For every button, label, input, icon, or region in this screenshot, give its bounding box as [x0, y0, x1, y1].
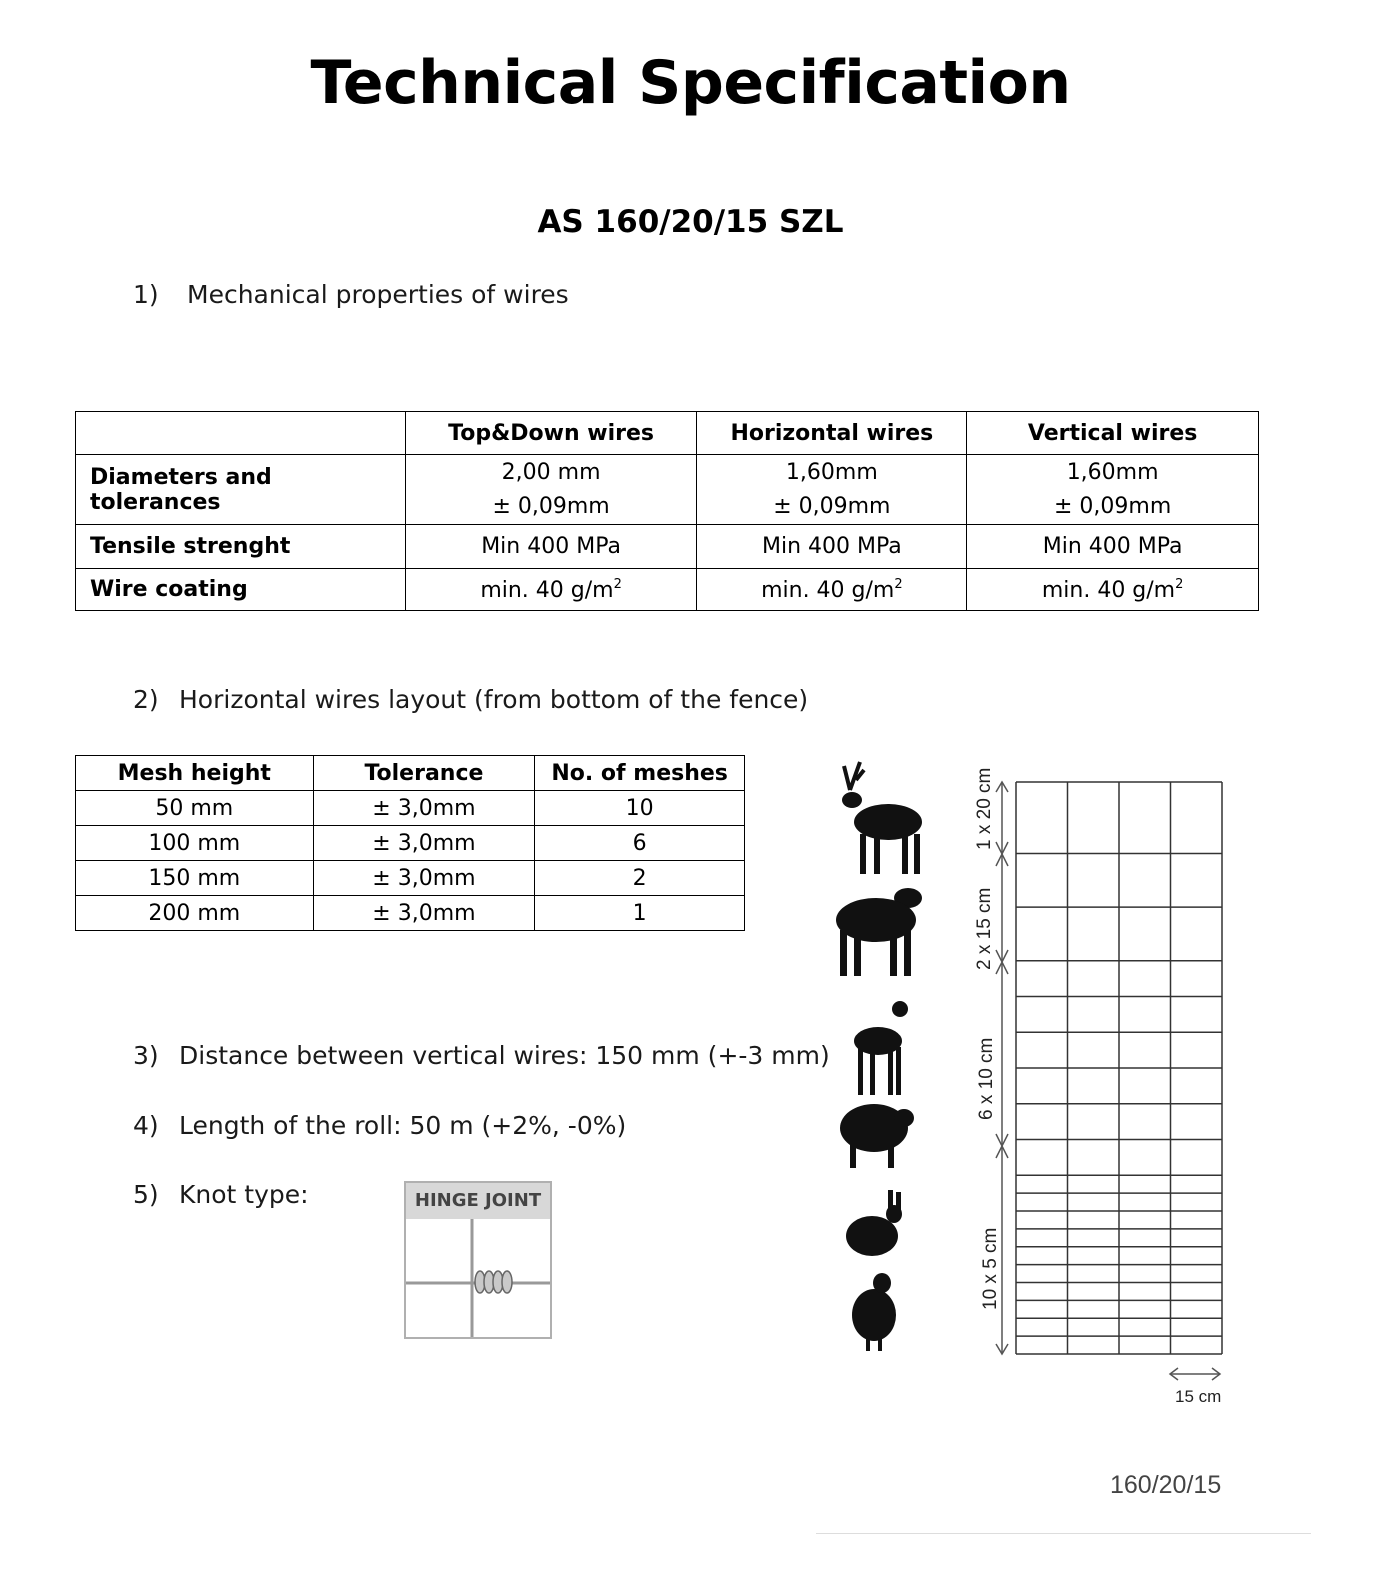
dim-label-10cm: 6 x 10 cm: [976, 1037, 997, 1120]
product-code-heading: AS 160/20/15 SZL: [537, 204, 844, 240]
table-cell: ± 3,0mm: [313, 861, 535, 896]
width-label: 15 cm: [1175, 1387, 1222, 1406]
superscript: 2: [1175, 576, 1184, 592]
section-3-number: 3): [133, 1041, 159, 1070]
table-row: [76, 826, 745, 861]
table-cell: [405, 455, 697, 525]
roe-deer-icon: [854, 1001, 908, 1095]
dimension-labels: [974, 768, 1221, 1406]
table-header-row: [76, 756, 745, 791]
table-row: [76, 455, 1259, 525]
row-label: Tensile strenght: [76, 525, 406, 569]
dim-label-5cm: 10 x 5 cm: [980, 1227, 1001, 1310]
hinge-joint-knot-icon: [406, 1219, 550, 1337]
table-cell: 6: [535, 826, 745, 861]
header-empty: [76, 412, 406, 455]
table-row: [76, 791, 745, 826]
table-cell: ± 3,0mm: [313, 826, 535, 861]
sheep-icon: [840, 1104, 914, 1168]
tolerance-value: ± 0,09mm: [1053, 493, 1172, 519]
table-cell: 1: [535, 896, 745, 931]
section-3-heading: [133, 1041, 830, 1070]
section-1-text: Mechanical properties of wires: [187, 280, 569, 309]
horizontal-wires-layout-table: [75, 755, 745, 931]
table-row: [76, 569, 1259, 611]
row-label: Diameters and tolerances: [76, 455, 406, 525]
dimension-arrows: [996, 782, 1220, 1380]
table-cell: [697, 455, 967, 525]
table-cell: [697, 569, 967, 611]
section-1-heading: [133, 280, 569, 309]
header-horizontal-wires: Horizontal wires: [697, 412, 967, 455]
section-3-text: Distance between vertical wires: 150 mm (+-3 mm): [179, 1041, 830, 1070]
section-2-number: 2): [133, 685, 159, 714]
table-cell: 200 mm: [76, 896, 314, 931]
table-row: [76, 525, 1259, 569]
hinge-joint-label: HINGE JOINT: [406, 1183, 550, 1219]
header-tolerance: Tolerance: [313, 756, 535, 791]
fence-diagram: [830, 750, 1250, 1450]
table-cell: 100 mm: [76, 826, 314, 861]
table-cell: 10: [535, 791, 745, 826]
table-cell: 50 mm: [76, 791, 314, 826]
row-label: Wire coating: [76, 569, 406, 611]
tolerance-value: ± 0,09mm: [492, 493, 610, 519]
table-cell: Min 400 MPa: [405, 525, 697, 569]
header-mesh-height: Mesh height: [76, 756, 314, 791]
section-4-heading: [133, 1111, 626, 1140]
section-2-heading: [133, 685, 808, 714]
section-5-heading: [133, 1180, 309, 1209]
table-cell: [967, 569, 1259, 611]
page-title: Technical Specification: [310, 48, 1071, 118]
deer-icon: [842, 762, 922, 874]
section-4-text: Length of the roll: 50 m (+2%, -0%): [179, 1111, 627, 1140]
table-row: [76, 861, 745, 896]
table-cell: Min 400 MPa: [697, 525, 967, 569]
animal-silhouettes: [836, 762, 922, 1351]
header-no-of-meshes: No. of meshes: [535, 756, 745, 791]
coating-value: min. 40 g/m: [1041, 577, 1176, 603]
hinge-joint-image: [404, 1181, 552, 1339]
dim-label-20cm: 1 x 20 cm: [974, 767, 995, 850]
section-2-text: Horizontal wires layout (from bottom of the fence): [179, 685, 809, 714]
section-5-number: 5): [133, 1180, 159, 1209]
cow-icon: [836, 888, 922, 976]
table-header-row: [76, 412, 1259, 455]
diameter-value: 2,00 mm: [501, 459, 601, 485]
divider: [816, 1533, 1311, 1534]
table-cell: [405, 569, 697, 611]
coating-value: min. 40 g/m: [761, 577, 895, 603]
section-4-number: 4): [133, 1111, 159, 1140]
superscript: 2: [894, 576, 903, 592]
table-cell: 2: [535, 861, 745, 896]
rabbit-icon: [846, 1190, 902, 1256]
table-cell: [967, 455, 1259, 525]
section-1-number: 1): [133, 280, 159, 309]
table-row: [76, 896, 745, 931]
section-5-text: Knot type:: [179, 1180, 309, 1209]
superscript: 2: [613, 576, 622, 592]
table-cell: ± 3,0mm: [313, 791, 535, 826]
mechanical-properties-table: [75, 411, 1259, 611]
table-cell: 150 mm: [76, 861, 314, 896]
fence-grid: [1016, 782, 1222, 1354]
chicken-icon: [852, 1273, 896, 1351]
table-cell: Min 400 MPa: [967, 525, 1259, 569]
dim-label-15cm: 2 x 15 cm: [974, 887, 995, 970]
table-cell: ± 3,0mm: [313, 896, 535, 931]
fence-code-label: 160/20/15: [1110, 1471, 1222, 1499]
header-top-down-wires: Top&Down wires: [405, 412, 697, 455]
tolerance-value: ± 0,09mm: [773, 493, 891, 519]
diameter-value: 1,60mm: [785, 459, 878, 485]
diameter-value: 1,60mm: [1066, 459, 1159, 485]
header-vertical-wires: Vertical wires: [967, 412, 1259, 455]
coating-value: min. 40 g/m: [480, 577, 614, 603]
